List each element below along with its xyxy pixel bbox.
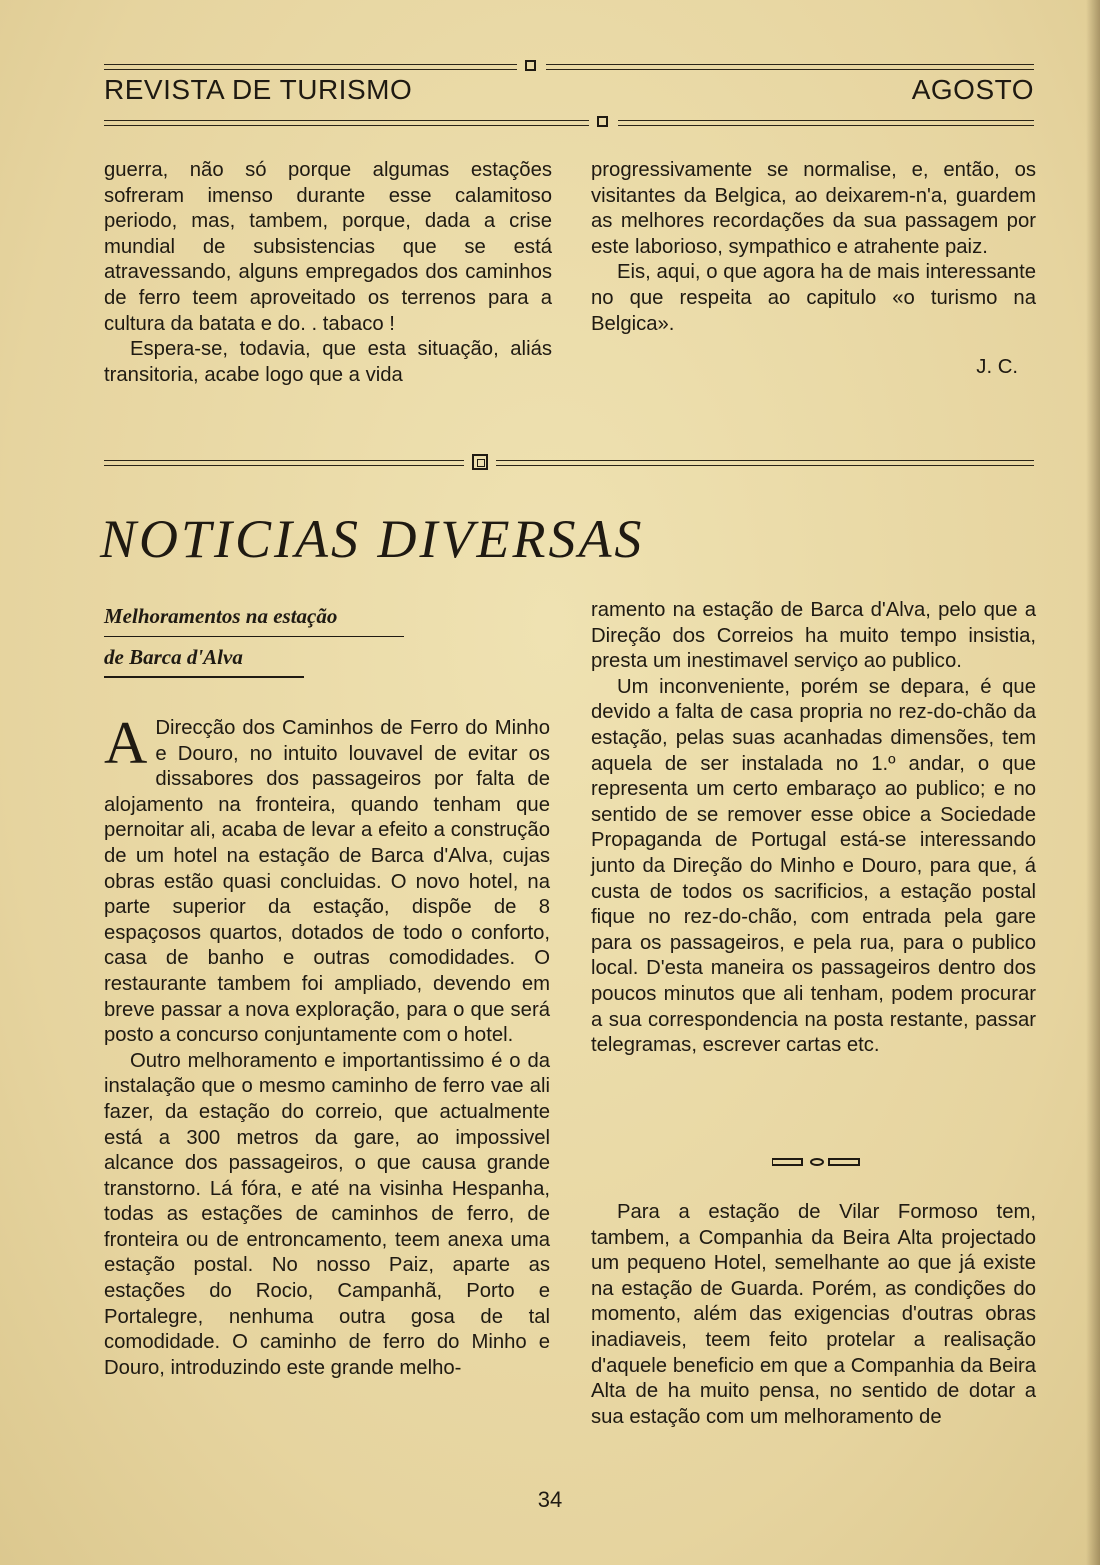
section-title: NOTICIAS DIVERSAS: [100, 509, 645, 569]
news-subheading: [104, 596, 410, 677]
top-left-paragraph-2: Espera-se, todavia, que esta situação, aliás transitoria, acabe logo que a vida: [104, 338, 552, 386]
news-right-column: [591, 598, 1036, 1059]
top-right-paragraph-2: Eis, aqui, o que agora ha de mais interessante no que respeita ao capitulo «o turismo na Belgica».: [591, 261, 1036, 335]
second-news-paragraph: Para a estação de Vilar Formoso tem, tambem, a Companhia da Beira Alta projectado um pequeno Hotel, semelhante ao que já existe na estação de Guarda. Porém, as condições do momento, além das exigencias d'outras obras inadiaveis, teem feito protelar a realisação d'aquele beneficio em que a Companhia da Beira Alta de ha muito pensa, no sentido de dotar a sua estação com um melhoramento de: [591, 1201, 1036, 1428]
magazine-title: REVISTA DE TURISMO: [104, 74, 413, 105]
top-article-right-column: [591, 158, 1036, 381]
top-left-paragraph-1: guerra, não só porque algumas estações sofreram imenso durante esse calamitoso periodo, mas, tambem, porque, dada a crise mundial de subsistencias que se está atravessando, alguns empregados dos caminhos de ferro teem aproveitado os terrenos para a cultura da batata e do. . tabaco !: [104, 159, 552, 335]
news-left-paragraph-1-text: Direcção dos Caminhos de Ferro do Minho e Douro, no intuito louvavel de evitar os dissabores dos passageiros por falta de alojamento na fronteira, quando tenham que pernoitar ali, acaba de levar a efeito a construção de um hotel na estação de Barca d'Alva, cujas obras estão quasi concluidas. O novo hotel, na parte superior da estação, dispõe de 8 espaçosos quartos, dotados de todo o conforto, casa de banho e outras comodidades. O restaurante tambem foi ampliado, devendo em breve passar a nova exploração, para o que será posto a concurso conjuntamente com o hotel.: [104, 717, 550, 1047]
header-bottom-rule-right: [618, 120, 1034, 126]
header-top-ornament: [525, 60, 536, 71]
header-top-rule-right: [546, 64, 1034, 70]
news-right-paragraph-1: ramento na estação de Barca d'Alva, pelo que a Direção dos Correios ha muito tempo insistia, presta um inestimavel serviço ao publico.: [591, 599, 1036, 673]
section-divider-left: [104, 460, 464, 466]
news-left-paragraph-1: [104, 710, 550, 1049]
page-edge-shadow: [1086, 0, 1100, 1565]
second-news-item: [591, 1200, 1036, 1430]
section-divider-ornament: [472, 454, 488, 470]
news-left-column: [104, 710, 550, 1381]
subheading-rule: [104, 676, 304, 678]
header-top-rule-left: [104, 64, 517, 70]
item-divider-ornament: [772, 1158, 862, 1166]
top-right-paragraph-1: progressivamente se normalise, e, então, os visitantes da Belgica, ao deixarem-n'a, guardem as melhores recordações da sua passagem por este laborioso, sympathico e atrahente paiz.: [591, 159, 1036, 258]
header-bottom-ornament: [597, 116, 608, 127]
page-number: 34: [537, 1487, 563, 1512]
section-divider-right: [496, 460, 1034, 466]
article-signature: J. C.: [976, 356, 1018, 379]
subheading-line-1: Melhoramentos na estação: [104, 596, 404, 637]
drop-cap-letter: A: [104, 710, 148, 776]
news-left-paragraph-2: Outro melhoramento e importantissimo é o da instalação que o mesmo caminho de ferro vae ali fazer, da estação do correio, que actualmente está a 300 metros da gare, ao impossivel alcance dos passageiros, o que causa grande transtorno. Lá fóra, e até na visinha Hespanha, todas as estações de caminhos de ferro, de fronteira ou de entroncamento, teem anexa uma estação postal. No nosso Paiz, aparte as estações do Rocio, Campanhã, Porto e Portalegre, nenhuma outra gosa de tal comodidade. O caminho de ferro do Minho e Douro, introduzindo este grande melho-: [104, 1049, 550, 1379]
issue-month: AGOSTO: [911, 74, 1034, 105]
top-article-left-column: [104, 158, 552, 388]
header-bottom-rule-left: [104, 120, 589, 126]
subheading-line-2: de Barca d'Alva: [104, 645, 243, 669]
news-right-paragraph-2: Um inconveniente, porém se depara, é que devido a falta de casa propria no rez-do-chão da estação, pelas suas acanhadas dimensões, tem aquela de ser instalada no 1.º andar, o que representa um certo embaraço ao publico; e no sentido de se remover esse obice a Sociedade Propaganda de Portugal está-se interessando junto da Direção do Minho e Douro, para que, á custa de todos os sacrificios, a estação postal fique no rez-do-chão, com entrada pela gare para os passageiros, e pela rua, para o publico local. D'esta maneira os passageiros dentro dos poucos minutos que ali tenham, podem procurar a sua correspondencia na posta restante, passar telegramas, escrever cartas etc.: [591, 675, 1036, 1057]
